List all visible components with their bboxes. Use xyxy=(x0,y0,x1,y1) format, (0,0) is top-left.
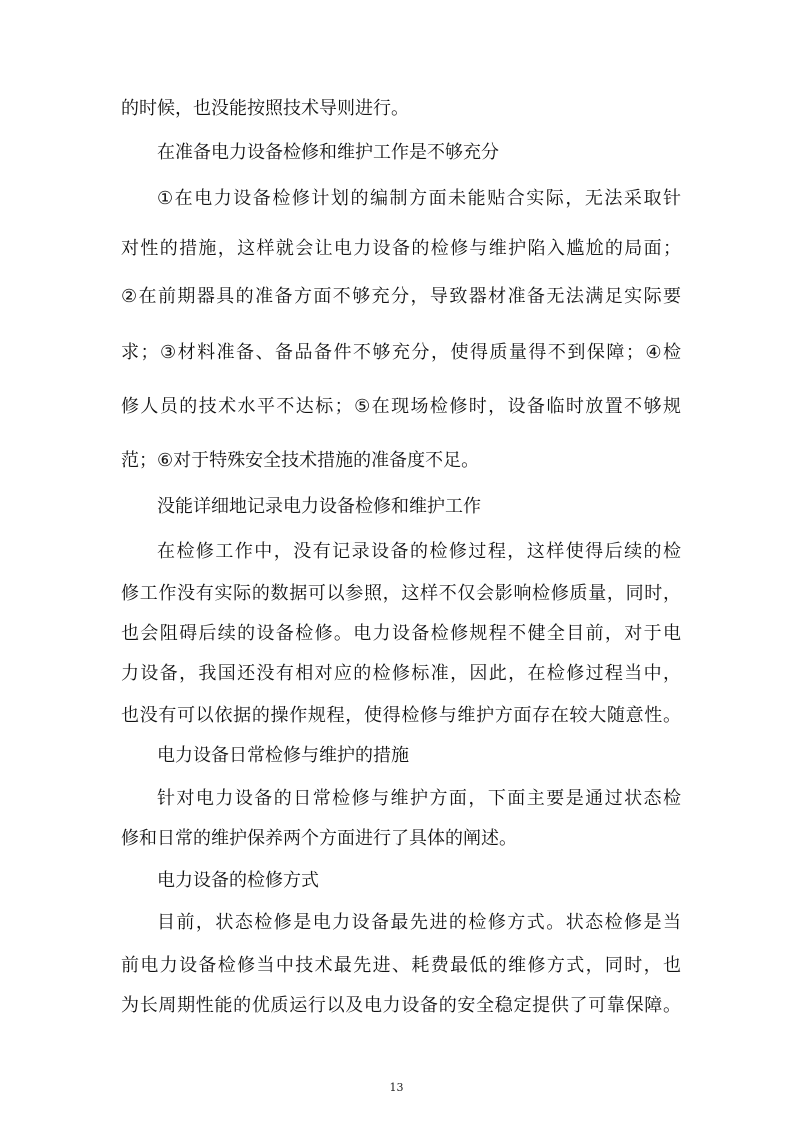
text-line: 针对电力设备的日常检修与维护方面，下面主要是通过状态检 xyxy=(157,788,681,809)
text-line: 的时候，也没能按照技术导则进行。 xyxy=(121,98,409,119)
text-line: 修和日常的维护保养两个方面进行了具体的阐述。 xyxy=(121,828,517,849)
text-line: 修工作没有实际的数据可以参照，这样不仅会影响检修质量，同时， xyxy=(121,583,681,604)
section-heading: 没能详细地记录电力设备检修和维护工作 xyxy=(157,496,481,517)
text-line: 前电力设备检修当中技术最先进、耗费最低的维修方式，同时，也 xyxy=(121,955,681,976)
text-line: 在检修工作中，没有记录设备的检修过程，这样使得后续的检 xyxy=(157,541,681,562)
text-line: 也会阻碍后续的设备检修。电力设备检修规程不健全目前，对于电 xyxy=(121,623,681,644)
text-line: 修人员的技术水平不达标；⑤在现场检修时，设备临时放置不够规 xyxy=(121,396,681,417)
text-line: 也没有可以依据的操作规程，使得检修与维护方面存在较大随意性。 xyxy=(121,705,681,726)
text-line: 求；③材料准备、备品备件不够充分，使得质量得不到保障；④检 xyxy=(121,342,681,363)
text-line: 对性的措施，这样就会让电力设备的检修与维护陷入尴尬的局面； xyxy=(121,238,681,259)
page-number: 13 xyxy=(389,1081,404,1094)
text-line: 为长周期性能的优质运行以及电力设备的安全稳定提供了可靠保障。 xyxy=(121,995,681,1016)
text-line: ①在电力设备检修计划的编制方面未能贴合实际，无法采取针 xyxy=(157,188,681,209)
text-line: 目前，状态检修是电力设备最先进的检修方式。状态检修是当 xyxy=(157,912,681,933)
section-heading: 在准备电力设备检修和维护工作是不够充分 xyxy=(157,142,499,163)
section-heading: 电力设备日常检修与维护的措施 xyxy=(157,745,409,766)
text-line: 范；⑥对于特殊安全技术措施的准备度不足。 xyxy=(121,450,480,471)
text-line: 力设备，我国还没有相对应的检修标准，因此，在检修过程当中， xyxy=(121,663,681,684)
section-heading: 电力设备的检修方式 xyxy=(157,870,319,891)
text-line: ②在前期器具的准备方面不够充分，导致器材准备无法满足实际要 xyxy=(121,286,681,307)
